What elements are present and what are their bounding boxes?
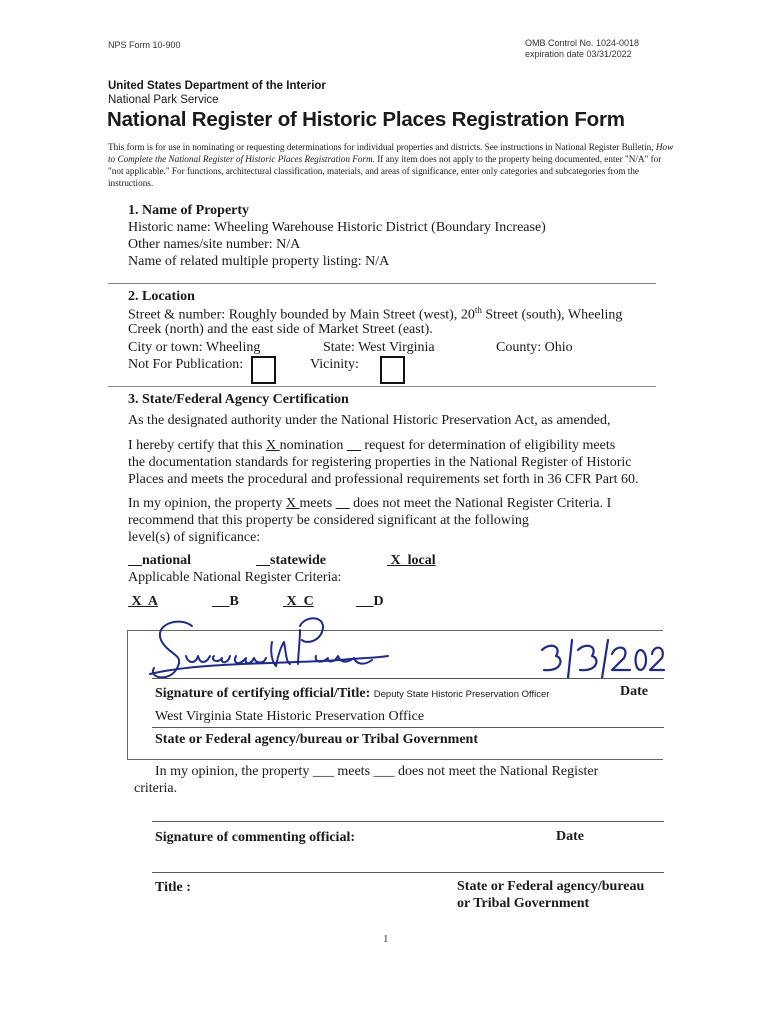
commenting-title-label: Title : <box>155 880 191 895</box>
level-statewide[interactable] <box>256 553 326 569</box>
certifying-date-label: Date <box>620 684 648 699</box>
opinion-line-2: recommend that this property be considered significant at the following <box>128 513 529 528</box>
not-for-publication-checkbox[interactable] <box>251 356 276 384</box>
handwritten-date-image <box>536 636 666 682</box>
opinion-line-3: level(s) of significance: <box>128 530 261 545</box>
level-national-label: national <box>142 553 192 568</box>
department-name: United States Department of the Interior <box>108 80 326 92</box>
nomination-label: nomination <box>279 438 347 453</box>
certifying-office: West Virginia State Historic Preservation Office <box>155 709 425 724</box>
vicinity-checkbox[interactable] <box>380 356 405 384</box>
level-statewide-label: statewide <box>270 553 326 568</box>
certify-text: I hereby certify that this <box>128 438 267 453</box>
meets-label: meets <box>299 496 336 511</box>
omb-control-number: OMB Control No. 1024-0018 <box>525 38 640 48</box>
signature-line <box>152 678 664 679</box>
instructions-text-2: If any item does not apply to the property being documented, enter "N/A" for "not applicable." For functions, architectural classification, materials, and areas of significance, enter only categories and subcategories from the instructions. <box>108 154 662 188</box>
page-number: 1 <box>383 933 389 945</box>
other-names: Other names/site number: N/A <box>128 237 301 252</box>
section-3-heading: 3. State/Federal Agency Certification <box>128 392 349 407</box>
not-for-publication-label: Not For Publication: <box>128 357 244 372</box>
does-not-meet-label: does not meet the National Register Criteria. I <box>349 496 612 511</box>
certification-line-3: Places and meets the procedural and professional requirements set forth in 36 CFR Part 60. <box>128 472 639 487</box>
level-local[interactable] <box>387 553 436 569</box>
section-divider <box>108 386 656 387</box>
commenting-opinion-line-1: In my opinion, the property ___ meets ___ does not meet the National Register <box>155 764 599 779</box>
street-text-a: Street & number: Roughly bounded by Main Street (west), 20 <box>128 307 475 323</box>
street-number-line-1 <box>128 305 622 324</box>
meets-mark[interactable]: X <box>285 496 300 511</box>
criterion-b[interactable] <box>212 594 239 610</box>
commenting-agency-label-1: State or Federal agency/bureau <box>457 879 645 894</box>
designated-authority-text: As the designated authority under the National Historic Preservation Act, as amended, <box>128 413 611 428</box>
form-number: NPS Form 10-900 <box>108 40 181 50</box>
related-multiple-property-listing: Name of related multiple property listing: N/A <box>128 254 390 269</box>
vicinity-label: Vicinity: <box>310 357 359 372</box>
certifying-agency-label: State or Federal agency/bureau or Tribal Government <box>155 732 479 747</box>
street-superscript: th <box>474 305 482 315</box>
certification-line-2: the documentation standards for registering properties in the National Register of Historic <box>128 455 632 470</box>
office-line <box>152 727 664 728</box>
commenting-title-line <box>152 872 664 873</box>
service-name: National Park Service <box>108 94 219 106</box>
county: County: Ohio <box>496 340 573 355</box>
criterion-c[interactable] <box>283 594 314 610</box>
nomination-mark[interactable]: X <box>266 438 280 453</box>
instructions-text-1: This form is for use in nominating or requesting determinations for individual properties and districts. See instructions in National Register Bulletin, <box>108 142 654 152</box>
street-number-line-2: Creek (north) and the east side of Market Street (east). <box>128 322 433 337</box>
section-1-heading: 1. Name of Property <box>128 203 250 218</box>
opinion-text: In my opinion, the property <box>128 496 286 511</box>
instructions-bulletin-title: How to Complete the National Register of Historic Places Registration Form. <box>108 142 674 164</box>
criterion-a[interactable] <box>128 594 158 610</box>
commenting-opinion-line-2: criteria. <box>134 781 178 796</box>
certifying-signature-label <box>155 686 549 702</box>
commenting-date-label: Date <box>556 829 584 844</box>
criterion-d-label: D <box>373 594 384 609</box>
signature-image <box>140 612 400 692</box>
level-national[interactable] <box>128 553 191 569</box>
city-or-town: City or town: Wheeling <box>128 340 261 355</box>
criterion-b-label: B <box>229 594 239 609</box>
street-text-b: Street (south), Wheeling <box>481 307 623 323</box>
criterion-d[interactable] <box>356 594 384 610</box>
criterion-a-label: X A <box>128 594 158 609</box>
does-not-meet-mark[interactable] <box>336 496 350 511</box>
applicable-criteria-label: Applicable National Register Criteria: <box>128 570 342 585</box>
expiration-date: expiration date 03/31/2022 <box>525 49 632 59</box>
commenting-signature-label: Signature of commenting official: <box>155 830 355 845</box>
section-divider <box>108 283 656 284</box>
historic-name: Historic name: Wheeling Warehouse Historic District (Boundary Increase) <box>128 220 546 235</box>
commenting-agency-label-2: or Tribal Government <box>457 896 590 911</box>
certification-line-1 <box>128 438 615 454</box>
state: State: West Virginia <box>323 340 435 355</box>
certifying-official-title: Deputy State Historic Preservation Officer <box>373 689 550 700</box>
request-label: request for determination of eligibility meets <box>360 438 616 453</box>
opinion-line-1 <box>128 496 611 512</box>
section-2-heading: 2. Location <box>128 289 195 304</box>
criterion-c-label: X C <box>283 594 314 609</box>
signature-label-text: Signature of certifying official/Title: <box>155 686 371 701</box>
request-mark[interactable] <box>347 438 361 453</box>
commenting-signature-line <box>152 821 664 822</box>
level-local-label: X local <box>387 553 436 568</box>
page-title: National Register of Historic Places Registration Form <box>107 108 625 131</box>
form-instructions <box>108 141 678 189</box>
